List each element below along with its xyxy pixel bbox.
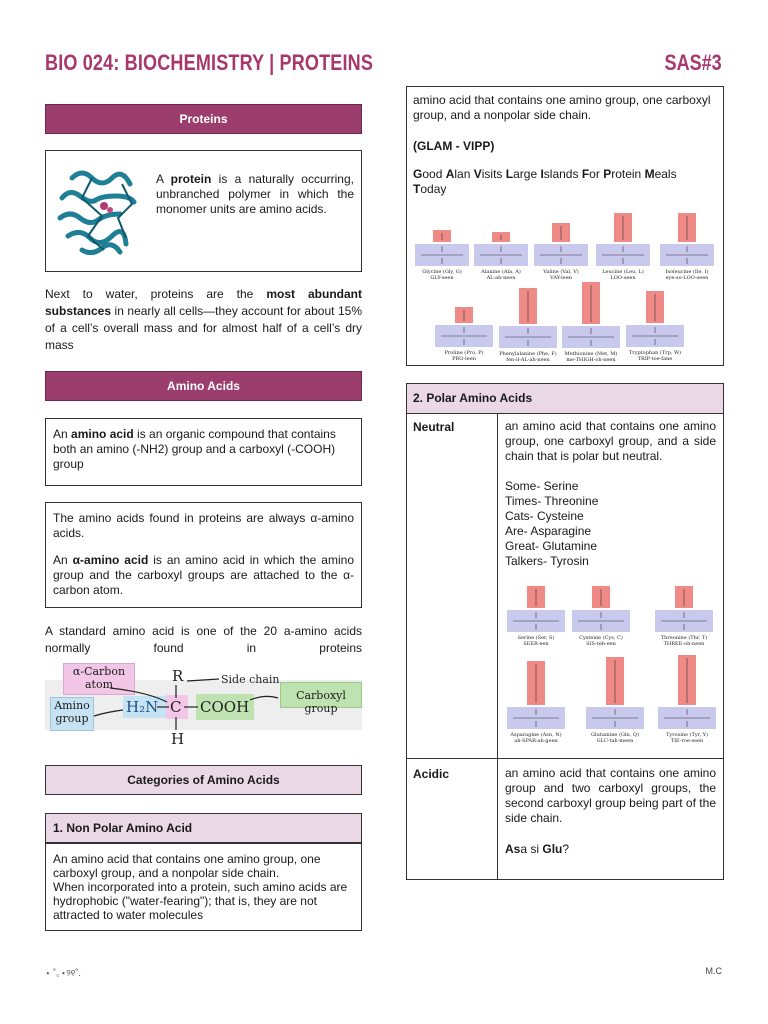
amino-acid-name: Isoleucine (Ile, I)	[665, 269, 709, 275]
alpha-amino-acid-box	[45, 502, 362, 608]
standard-amino-acid-text: A standard amino acid is one of the 20 a-amino acids normally found in proteins	[45, 624, 362, 655]
nonpolar-description-box	[45, 843, 362, 931]
neutral-mnemonic-item: Are- Asparagine	[505, 524, 592, 538]
alpha-definition: An α-amino acid is an amino acid in which the amino group and the carboxyl groups are attached to the α-carbon atom.	[53, 553, 354, 597]
amino-acid-name: Proline (Pro, P)	[444, 350, 484, 356]
amino-acid-pronunciation: SIS-teh-een	[586, 641, 616, 647]
side-chain-label: Side chain	[221, 673, 280, 686]
amino-acid-structure	[413, 230, 471, 288]
footer-decoration: ⋆ ˚｡⋆୨୧˚.	[45, 968, 81, 978]
nonpolar-continued-text: amino acid that contains one amino group, one carboxyl group, and a nonpolar side chain.	[413, 93, 711, 122]
mnemonic-initial: T	[413, 182, 421, 196]
alpha-carbon-symbol: C	[170, 698, 182, 716]
amino-acid-structure	[653, 586, 715, 654]
mnemonic-rest: ood	[422, 167, 446, 181]
structure-bonds	[570, 586, 632, 634]
neutral-definition: an amino acid that contains one amino group, one carboxyl group, and a side chain that is polar but neutral.	[505, 419, 716, 463]
sas-code: SAS#3	[664, 50, 722, 75]
mnemonic-initial: L	[505, 167, 514, 181]
amino-acid-pronunciation: TRIP-toe-fane	[637, 356, 673, 362]
protein-ribbon-image	[52, 158, 142, 263]
amino-acid-pronunciation: TIE-roe-seen	[670, 738, 704, 744]
mnemonic-initial: I	[540, 167, 544, 181]
mnemonic-rest: lan	[454, 167, 474, 181]
nonpolar-text: An amino acid that contains one amino group, one carboxyl group, and a nonpolar side chain.	[53, 852, 321, 880]
amino-acid-name: Valine (Val, V)	[543, 269, 579, 275]
amino-acid-name: Tryptophan (Trp, W)	[628, 350, 682, 356]
structure-bonds	[532, 223, 590, 268]
amino-acid-structure-diagram	[45, 660, 362, 750]
neutral-mnemonic-item: Talkers- Tyrosin	[505, 554, 589, 568]
mnemonic-initial: M	[644, 167, 655, 181]
r-group-symbol: R	[172, 667, 184, 685]
alpha-line: The amino acids found in proteins are always α-amino acids.	[53, 511, 354, 540]
mnemonic-rest: arge	[513, 167, 541, 181]
amino-acid-pronunciation: LOO-seen	[610, 275, 636, 281]
amino-acid-pronunciation: SEER-een	[523, 641, 549, 647]
h2n-symbol: H₂N	[126, 698, 159, 716]
amino-acid-pronunciation: eye-so-LOO-seen	[665, 275, 709, 281]
nonpolar-hydrophobic-text: When incorporated into a protein, such amino acids are hydrophobic ("water-fearing"); that is, they are not attracted to water molecules	[53, 880, 348, 922]
amino-acid-name: Leucine (Leu, L)	[602, 269, 644, 275]
amino-acid-structure	[584, 657, 646, 751]
amino-acid-structure	[658, 213, 716, 288]
amino-acid-name: Serine (Ser, S)	[517, 635, 555, 641]
mnemonic-initial: A	[445, 167, 455, 181]
mnemonic-initial: G	[413, 167, 423, 181]
amino-acid-pronunciation: AL-ah-neen	[486, 275, 516, 281]
amino-group-label: Amino group	[54, 699, 90, 725]
neutral-mnemonic-list	[505, 479, 598, 569]
structure-bonds	[413, 230, 471, 268]
neutral-mnemonic-item: Some- Serine	[505, 479, 579, 493]
amino-acid-structure	[624, 291, 686, 369]
glam-vipp-sentence	[413, 167, 713, 197]
amino-acid-pronunciation: GLU-tah-meen	[596, 738, 634, 744]
structure-bonds	[497, 288, 559, 350]
proteins-abundance-paragraph: Next to water, proteins are the most abundant substances in nearly all cells—they account for about 15% of a cell’s overall mass and for almost half of a cell’s dry mass	[45, 287, 362, 352]
amino-acid-pronunciation: me-THIGH-oh-neen	[566, 357, 616, 363]
amino-acid-structure	[497, 288, 559, 370]
categories-heading: Categories of Amino Acids	[45, 765, 362, 795]
neutral-mnemonic-item: Great- Glutamine	[505, 539, 598, 553]
structure-bonds	[505, 586, 567, 634]
amino-acid-structure	[560, 282, 622, 370]
polar-heading: 2. Polar Amino Acids	[413, 391, 533, 405]
amino-acid-definition-box: An amino acid is an organic compound that contains both an amino (-NH2) group and a carboxyl (-COOH) group	[45, 418, 362, 486]
page-title: BIO 024: BIOCHEMISTRY | PROTEINS	[45, 50, 374, 75]
amino-acid-pronunciation: GLY-seen	[430, 275, 454, 281]
structure-bonds	[472, 232, 530, 268]
hydrogen-symbol: H	[171, 730, 185, 748]
amino-acid-structure	[472, 232, 530, 288]
structure-bonds	[433, 307, 495, 349]
mnemonic-initial: F	[581, 167, 590, 181]
acidic-label: Acidic	[413, 767, 450, 781]
amino-acid-structure	[570, 586, 632, 654]
mnemonic-rest: slands	[543, 167, 582, 181]
amino-acid-structure	[433, 307, 495, 369]
amino-acid-name: Methionine (Met, M)	[564, 351, 618, 357]
nonpolar-heading: 1. Non Polar Amino Acid	[45, 813, 362, 843]
amino-acid-name: Glutamine (Gln, Q)	[591, 732, 639, 738]
amino-acid-name: Threonine (Thr, T)	[660, 635, 708, 641]
amino-acid-name: Asparagine (Asn, N)	[510, 732, 562, 738]
amino-acid-name: Phenylalanine (Phe, F)	[499, 351, 557, 357]
protein-definition: A protein is a naturally occurring, unbranched polymer in which the monomer units are amino acids.	[156, 172, 354, 216]
glam-vipp-mnemonic: (GLAM - VIPP)	[413, 139, 495, 153]
neutral-label-cell	[406, 413, 498, 759]
mnemonic-initial: V	[473, 167, 482, 181]
mnemonic-rest: oday	[420, 182, 447, 196]
amino-acid-structure	[505, 661, 567, 751]
mnemonic-rest: eals	[654, 167, 677, 181]
amino-acid-pronunciation: VAY-leen	[550, 275, 572, 281]
structure-bonds	[584, 657, 646, 731]
mnemonic-rest: isits	[481, 167, 506, 181]
amino-acids-heading: Amino Acids	[45, 371, 362, 401]
structure-bonds	[560, 282, 622, 350]
mnemonic-initial: P	[603, 167, 612, 181]
proteins-heading: Proteins	[45, 104, 362, 134]
amino-acid-name: Glycine (Gly, G)	[422, 269, 462, 275]
structure-bonds	[505, 661, 567, 731]
acidic-mnemonic: Asa si Glu?	[505, 842, 570, 856]
alpha-carbon-label: α-Carbon atom	[72, 665, 126, 691]
neutral-label: Neutral	[413, 420, 455, 434]
cooh-symbol: COOH	[200, 698, 250, 716]
structure-bonds	[656, 655, 718, 731]
amino-acid-pronunciation: PRO-leen	[452, 356, 476, 362]
acidic-definition: an amino acid that contains one amino group and two carboxyl groups, the second carboxyl group being part of the side chain.	[505, 766, 716, 825]
footer-initials: M.C	[705, 966, 722, 976]
structure-bonds	[653, 586, 715, 634]
amino-acid-name: Tyrosine (Tyr, Y)	[666, 732, 708, 738]
amino-acid-pronunciation: fen-il-AL-ah-neen	[506, 357, 550, 363]
mnemonic-rest: rotein	[611, 167, 645, 181]
amino-acid-name: Alanine (Ala, A)	[481, 269, 521, 275]
structure-bonds	[594, 213, 652, 268]
neutral-mnemonic-item: Times- Threonine	[505, 494, 599, 508]
amino-acid-structure	[594, 213, 652, 288]
neutral-mnemonic-item: Cats- Cysteine	[505, 509, 584, 523]
diagram-bonds	[45, 660, 362, 750]
amino-acid-structure	[656, 655, 718, 751]
amino-acid-structure	[505, 586, 567, 654]
amino-acid-pronunciation: THREE-oh-neen	[663, 641, 705, 647]
structure-bonds	[624, 291, 686, 349]
amino-acid-structure	[532, 223, 590, 288]
mnemonic-rest: or	[589, 167, 604, 181]
carboxyl-group-label: Carboxyl group	[296, 689, 346, 715]
amino-acid-pronunciation: ah-SPAR-ah-geen	[514, 738, 558, 744]
structure-bonds	[658, 213, 716, 268]
amino-acid-name: Cysteine (Cys, C)	[579, 635, 623, 641]
